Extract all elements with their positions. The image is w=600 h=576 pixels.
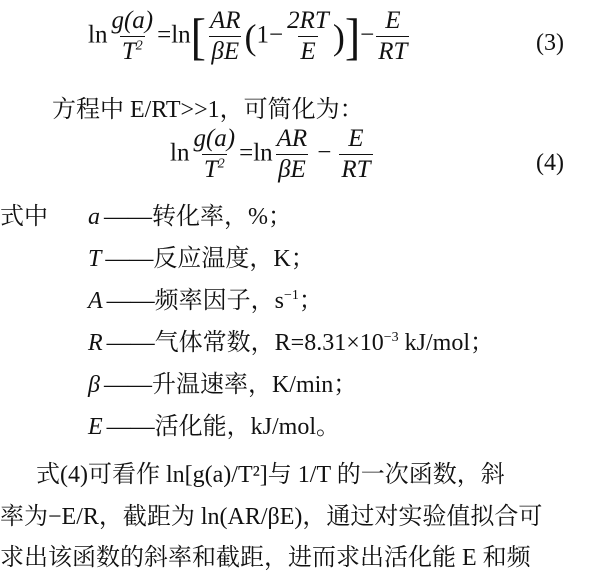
- paragraph-line: 式(4)可看作 ln[g(a)/T²]与 1/T 的一次函数，斜: [36, 462, 505, 488]
- where-label: 式中: [0, 204, 48, 230]
- definition-row: [88, 331, 494, 355]
- definition-dash: ——: [104, 204, 152, 230]
- definition-symbol: T: [88, 246, 102, 272]
- eq4-frac3-denominator: RT: [341, 156, 371, 184]
- eq3-fraction-g-over-t2: [109, 8, 155, 66]
- eq3-fraction-e-over-rt: [376, 8, 409, 66]
- eq3-fraction-2rt-over-e: [285, 8, 331, 66]
- eq3-fraction-ar-over-be: [208, 8, 243, 66]
- definition-superscript: −1: [284, 288, 299, 303]
- definition-text: 转化率，%；: [152, 204, 292, 230]
- definition-row: [88, 415, 340, 439]
- eq4-minus: −: [317, 139, 332, 167]
- eq3-left-bracket: [: [190, 8, 206, 65]
- definition-dash: ——: [106, 330, 155, 356]
- definition-symbol: R: [88, 330, 103, 356]
- eq4-fraction-ar-over-be: [275, 126, 310, 184]
- eq4-frac1-den-sup: 2: [217, 156, 225, 172]
- definition-text: 活化能，kJ/mol。: [154, 414, 341, 440]
- equation-3: [88, 8, 411, 66]
- eq4-equals-ln: =ln: [239, 139, 273, 167]
- eq3-frac1-den-sup: 2: [135, 38, 143, 54]
- eq4-frac1-denominator: [202, 154, 227, 183]
- eq3-frac2-numerator: AR: [209, 7, 241, 34]
- equation-3-number: (3): [536, 30, 564, 56]
- eq4-fraction-g-over-t2: [191, 126, 237, 184]
- eq4-ln: ln: [170, 139, 190, 167]
- eq3-frac4-numerator: E: [385, 7, 401, 34]
- eq3-frac3-denominator: E: [300, 38, 316, 66]
- eq4-frac2-numerator: AR: [276, 125, 308, 152]
- eq4-frac2-denominator: βE: [278, 156, 306, 184]
- eq3-frac1-denominator: [120, 36, 145, 65]
- eq4-frac1-den-base: T: [203, 156, 218, 184]
- definition-text: 升温速率，K/min；: [151, 372, 358, 398]
- definition-superscript: −3: [383, 330, 399, 345]
- definition-symbol: a: [88, 204, 100, 230]
- eq3-equals-ln: =ln: [157, 21, 191, 49]
- definition-text: 气体常数，R=8.31×10: [154, 330, 384, 356]
- eq4-frac3-numerator: E: [348, 125, 364, 152]
- definition-row: [88, 247, 315, 271]
- definition-row: [88, 373, 357, 397]
- definition-symbol: A: [88, 288, 103, 314]
- eq3-left-paren: (: [244, 16, 257, 57]
- eq3-ln: ln: [88, 21, 108, 49]
- eq4-frac1-numerator: g(a): [193, 125, 236, 152]
- definition-row: [88, 205, 292, 229]
- definition-dash: ——: [106, 288, 155, 314]
- paragraph-line: 求出该函数的斜率和截距，进而求出活化能 E 和频: [0, 545, 531, 571]
- eq3-minus: −: [360, 21, 375, 49]
- eq3-frac2-denominator: βE: [211, 38, 240, 66]
- definition-dash: ——: [103, 372, 152, 398]
- definition-after: kJ/mol；: [398, 330, 494, 356]
- definition-symbol: β: [88, 372, 100, 398]
- definition-dash: ——: [105, 246, 154, 272]
- eq3-frac1-numerator: g(a): [111, 7, 154, 34]
- eq3-frac1-den-base: T: [121, 38, 136, 66]
- paragraph-line: 率为−E/R，截距为 ln(AR/βE)，通过对实验值拟合可: [0, 504, 543, 530]
- definition-text: 反应温度，K；: [153, 246, 315, 272]
- definition-symbol: E: [88, 414, 103, 440]
- definition-dash: ——: [106, 414, 155, 440]
- equation-4-number: (4): [536, 150, 564, 176]
- eq3-right-bracket: ]: [344, 8, 361, 65]
- eq3-right-paren: ): [332, 16, 345, 57]
- eq3-one-minus: 1−: [256, 21, 284, 49]
- eq3-frac3-numerator: 2RT: [287, 7, 329, 34]
- intro-line: 方程中 E/RT>>1，可简化为：: [52, 97, 364, 123]
- definition-after: ；: [298, 288, 323, 314]
- eq3-frac4-denominator: RT: [378, 38, 408, 66]
- definition-row: [88, 289, 323, 313]
- definition-text: 频率因子，s: [154, 288, 285, 314]
- equation-4: [170, 126, 375, 184]
- eq4-fraction-e-over-rt: [339, 126, 372, 184]
